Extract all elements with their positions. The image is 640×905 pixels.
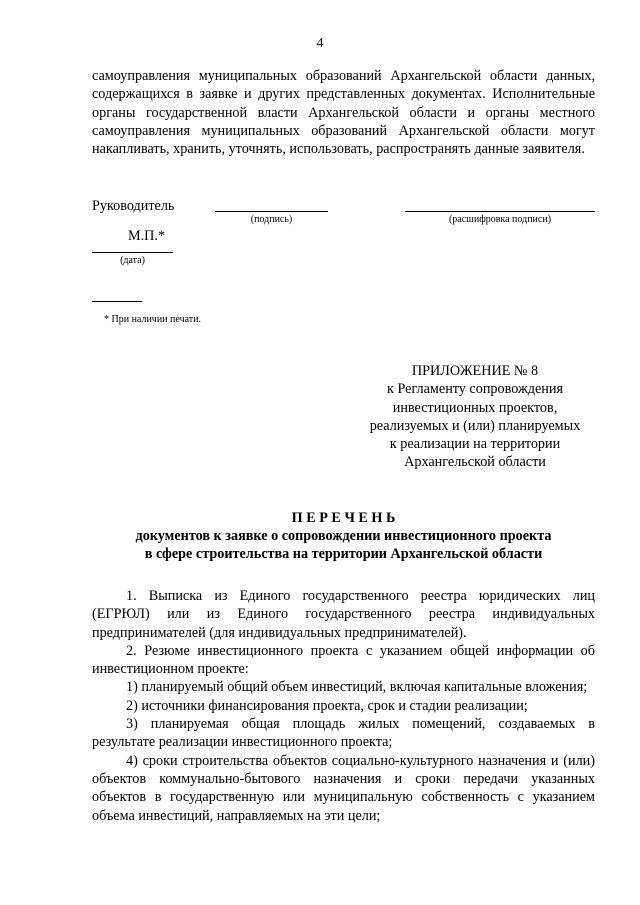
decoding-line [405, 211, 595, 212]
list-item: 3) планируемая общая площадь жилых помещений, создаваемых в результате реализации инвестиционного проекта; [92, 716, 595, 751]
appendix-block [355, 362, 595, 472]
document-title-line: документов к заявке о сопровождении инвестиционного проекта [135, 528, 552, 544]
signature-caption: (подпись) [250, 214, 293, 225]
list-item: 1. Выписка из Единого государственного реестра юридических лиц (ЕГРЮЛ) или из Единого государственного реестра индивидуальных предпринимателей (для индивидуальных предпринимателей). [92, 588, 595, 641]
appendix-line: к Регламенту сопровождения [387, 381, 563, 398]
decoding-caption: (расшифровка подписи) [448, 214, 552, 225]
appendix-line: Архангельской области [404, 454, 546, 471]
footnote: * При наличии печати. [104, 314, 201, 325]
appendix-line: ПРИЛОЖЕНИЕ № 8 [411, 363, 539, 379]
list-item: 1) планируемый общий объем инвестиций, включая капитальные вложения; [126, 679, 588, 696]
document-heading: П Е Р Е Ч Е Н Ь [291, 510, 396, 526]
head-label: Руководитель [92, 198, 175, 214]
document-title-line: в сфере строительства на территории Архангельской области [144, 546, 543, 562]
appendix-line: к реализации на территории [389, 436, 561, 453]
list-item: 4) сроки строительства объектов социально-культурного назначения и (или) объектов коммунально-бытового назначения и сроки передачи указанных объектов в государственную или муниципальную собственность с указанием объема инвестиций, направляемых на эти цели; [92, 752, 595, 824]
appendix-line: инвестиционных проектов, [392, 399, 558, 416]
list-item: 2) источники финансирования проекта, срок и стадии реализации; [126, 697, 528, 714]
appendix-line: реализуемых и (или) планируемых [369, 417, 581, 434]
footnote-separator [92, 301, 142, 302]
date-caption: (дата) [120, 255, 145, 266]
list-item: 2. Резюме инвестиционного проекта с указанием общей информации об инвестиционном проекте: [92, 642, 595, 678]
page-number: 4 [316, 36, 324, 51]
intro-paragraph: самоуправления муниципальных образований Архангельской области данных, содержащихся в заявке и других представленных документах. Исполнительные органы государственной власти Архангельской области и органы местного самоуправления муниципальных образований Архангельской области могут накапливать, хранить, уточнять, использовать, распространять данные заявителя. [92, 68, 595, 158]
signature-line [215, 211, 328, 212]
stamp-label: М.П.* [128, 228, 166, 244]
document-list [92, 587, 595, 825]
date-line [92, 252, 173, 253]
